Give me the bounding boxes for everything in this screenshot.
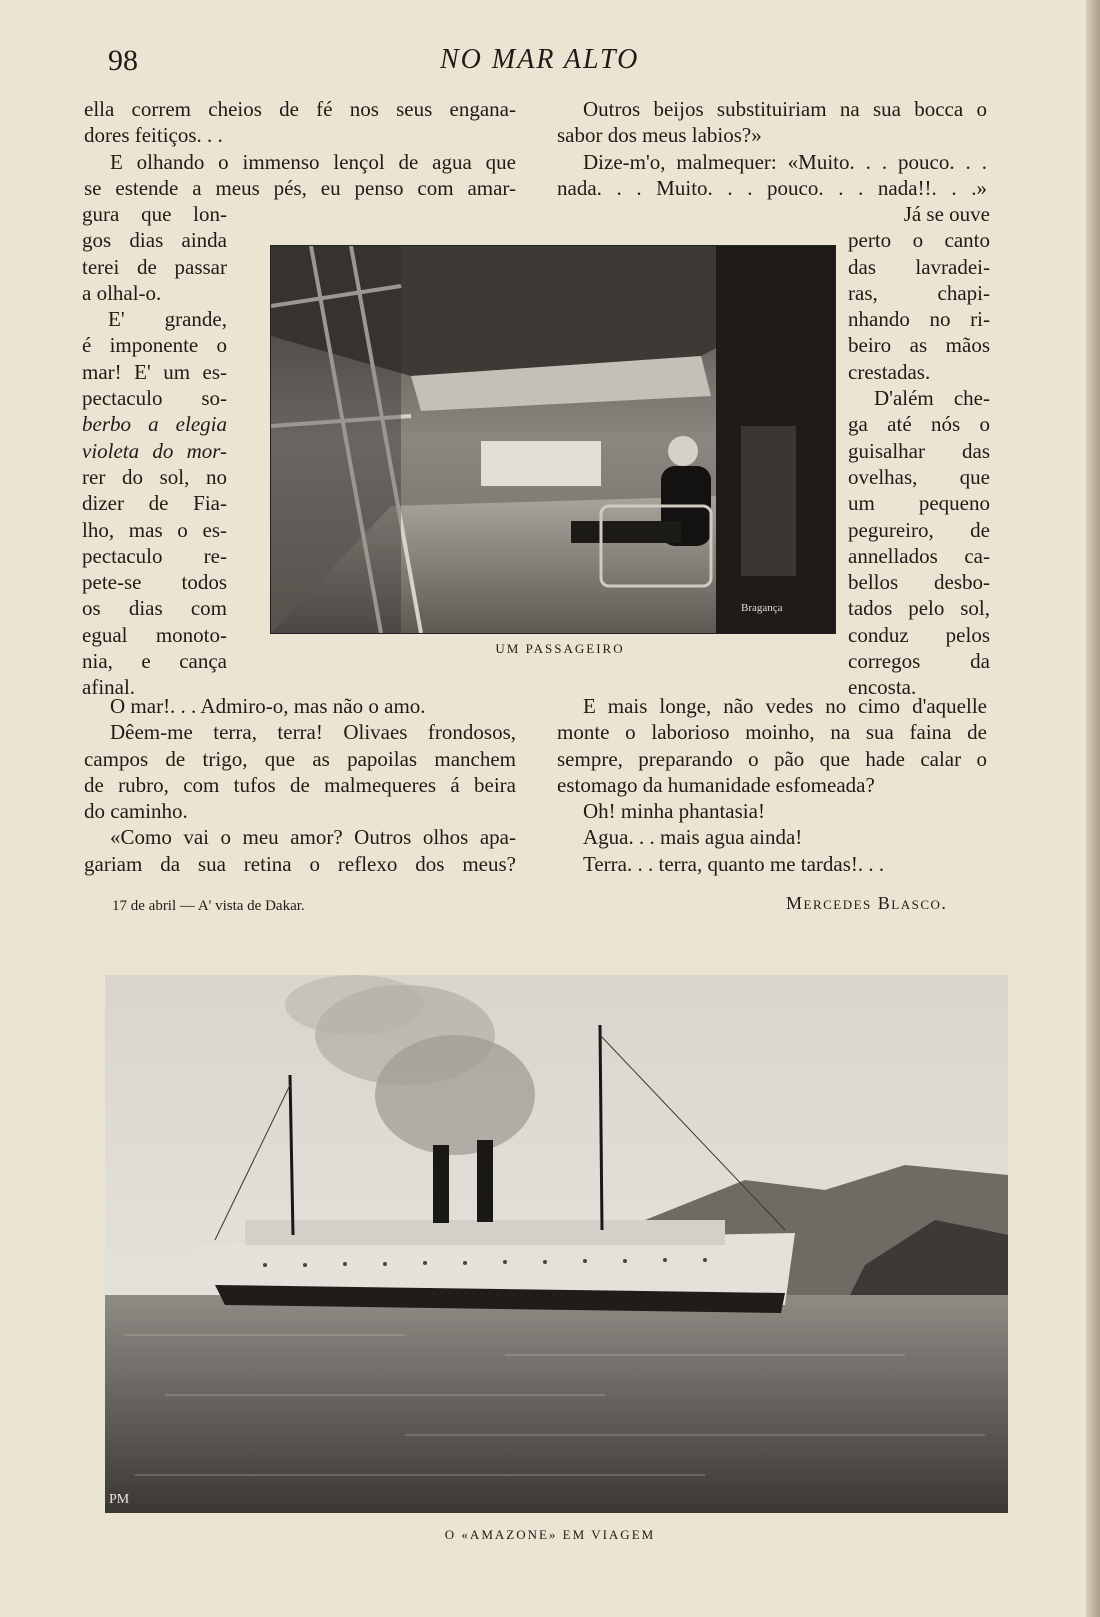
text-line: egual monoto- <box>82 622 227 647</box>
text-line: E' grande, <box>108 307 227 332</box>
text-line: os dias com <box>82 596 227 621</box>
text-line: mar! E' um es- <box>82 359 227 384</box>
text-line: Outros beijos substituiriam na sua bocca o <box>583 97 987 121</box>
text-line: ga até nós o <box>848 412 990 437</box>
text-line: berbo a elegia <box>82 412 227 437</box>
text-line: nada. . . Muito. . . pouco. . . nada!!. . .» <box>557 175 987 200</box>
amazone-photo-image <box>105 975 1008 1513</box>
text-line: guisalhar das <box>848 438 990 463</box>
left-column-top <box>84 96 516 201</box>
left-column-narrow <box>82 201 227 701</box>
text-line: de rubro, com tufos de malmequeres á beira <box>84 772 516 797</box>
text-line: nhando no ri- <box>848 307 990 332</box>
text-line: sabor dos meus labios?» <box>557 123 762 148</box>
text-line: encosta. <box>848 675 917 700</box>
author-signature: Mercedes Blasco. <box>786 893 948 913</box>
text-line: campos de trigo, que as papoilas manchem <box>84 746 516 771</box>
text-line: sempre, preparando o pão que hade calar o <box>557 746 987 771</box>
page-number: 98 <box>108 44 138 77</box>
text-line: afinal. <box>82 675 136 700</box>
text-line: monte o laborioso moinho, na sua faina de <box>557 720 987 745</box>
text-line: estomago da humanidade esfomeada? <box>557 772 875 797</box>
photo-passenger <box>270 245 836 634</box>
text-line: O mar!. . . Admiro-o, mas não o amo. <box>110 694 426 718</box>
text-line: pegureiro, de <box>848 517 990 542</box>
text-line: é imponente o <box>82 333 227 358</box>
text-line: Já se ouve <box>903 202 990 226</box>
text-line: das lavradei- <box>848 254 990 279</box>
article-date: 17 de abril — A' vista de Dakar. <box>112 898 305 914</box>
left-column-bottom <box>84 693 516 877</box>
photo-amazone-caption: O «AMAZONE» EM VIAGEM <box>444 1527 656 1542</box>
text-line: perto o canto <box>848 228 990 253</box>
text-line: E olhando o immenso lençol de agua que <box>110 149 516 174</box>
text-line: do caminho. <box>84 799 188 824</box>
text-line: dizer de Fia- <box>82 491 227 516</box>
right-column-narrow <box>848 201 990 701</box>
right-column-bottom <box>557 693 987 877</box>
page-edge <box>1086 0 1100 1617</box>
text-line: nia, e cança <box>82 649 227 674</box>
photo-passenger-caption: UM PASSAGEIRO <box>495 641 625 656</box>
right-column-top <box>557 96 987 201</box>
text-line: a olhal-o. <box>82 280 162 305</box>
photo-amazone <box>105 975 1008 1513</box>
photo-monogram: PM <box>109 1492 130 1507</box>
text-line: terei de passar <box>82 254 227 279</box>
text-line: Oh! minha phantasia! <box>583 799 765 824</box>
page-title: NO MAR ALTO <box>440 44 640 75</box>
text-line: ras, chapi- <box>848 280 990 305</box>
text-line: pete-se todos <box>82 570 227 595</box>
text-line: conduz pelos <box>848 622 990 647</box>
text-line: crestadas. <box>848 359 931 384</box>
text-line: lho, mas o es- <box>82 517 227 542</box>
passenger-photo-image <box>271 246 835 633</box>
text-line: Terra. . . terra, quanto me tardas!. . . <box>583 851 885 876</box>
text-line: bellos desbo- <box>848 570 990 595</box>
text-line: se estende a meus pés, eu penso com amar- <box>84 175 516 200</box>
text-line: gura que lon- <box>82 202 227 226</box>
text-line: tados pelo sol, <box>848 596 990 621</box>
text-line: pectaculo re- <box>82 543 227 568</box>
text-line: D'além che- <box>874 386 990 411</box>
text-line: rer do sol, no <box>82 464 227 489</box>
text-line: ella correm cheios de fé nos seus engana- <box>84 97 516 121</box>
text-line: E mais longe, não vedes no cimo d'aquelle <box>583 694 987 718</box>
text-line: Dize-m'o, malmequer: «Muito. . . pouco. . . <box>583 149 987 174</box>
text-line: beiro as mãos <box>848 333 990 358</box>
text-line: «Como vai o meu amor? Outros olhos apa- <box>110 825 516 850</box>
text-line: pectaculo so- <box>82 386 227 411</box>
text-line: annellados ca- <box>848 543 990 568</box>
text-line: Agua. . . mais agua ainda! <box>583 825 803 850</box>
photo-artist-signature: Bragança <box>741 602 783 614</box>
text-line: um pequeno <box>848 491 990 516</box>
text-line: dores feitiços. . . <box>84 123 223 148</box>
text-line: Dêem-me terra, terra! Olivaes frondosos, <box>110 720 516 745</box>
text-line: gos dias ainda <box>82 228 227 253</box>
text-line: gariam da sua retina o reflexo dos meus? <box>84 851 516 876</box>
text-line: violeta do mor- <box>82 438 227 463</box>
text-line: corregos da <box>848 649 990 674</box>
text-line: ovelhas, que <box>848 464 990 489</box>
